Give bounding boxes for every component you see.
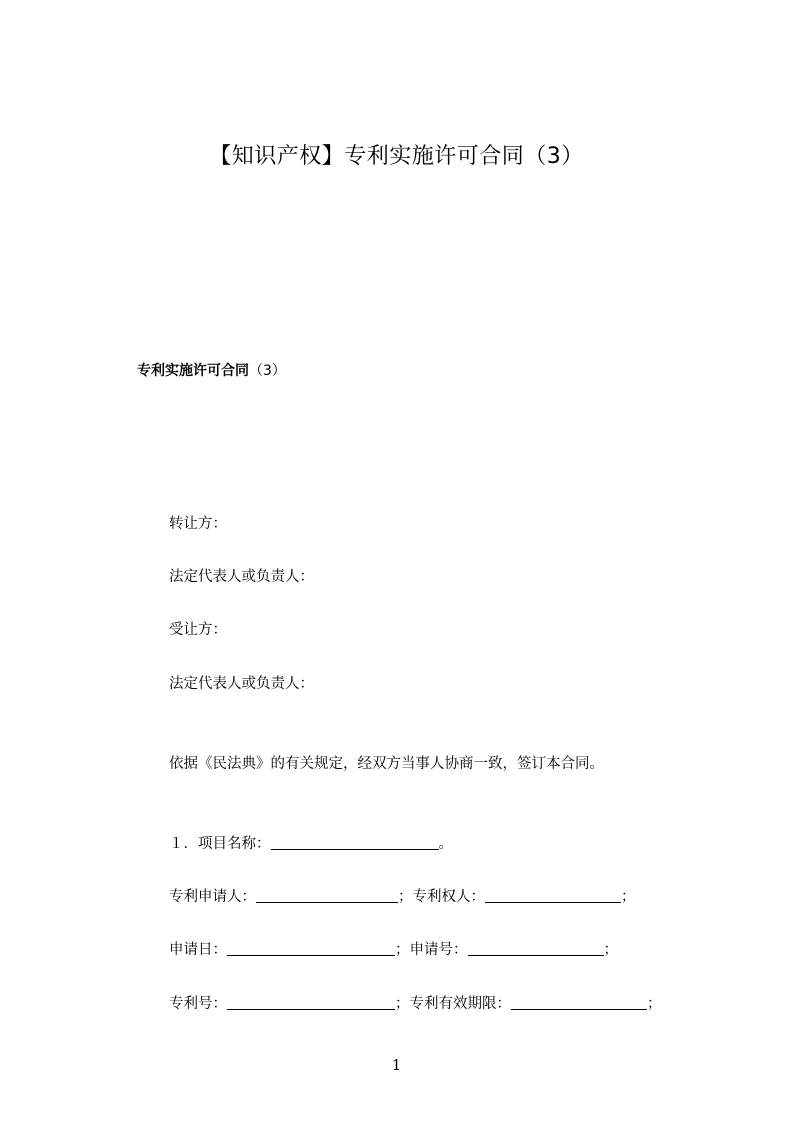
patent-number-validity-line xyxy=(169,992,662,1016)
validity-end: ； xyxy=(647,996,662,1012)
application-date-number-line xyxy=(169,938,618,962)
preamble-paragraph: 依据《民法典》的有关规定，经双方当事人协商一致，签订本合同。 xyxy=(169,756,604,772)
application-number-end: ； xyxy=(603,942,618,958)
application-date-blank xyxy=(227,941,395,956)
holder-end: ； xyxy=(621,889,636,905)
transferor-line: 转让方： xyxy=(169,516,227,532)
patent-number-separator: ； xyxy=(395,996,410,1012)
application-number-blank xyxy=(468,941,604,956)
project-name-blank xyxy=(271,835,439,850)
patent-number-label: 专利号： xyxy=(169,996,227,1012)
clause-1-project-name xyxy=(169,832,453,856)
transferor-representative-line: 法定代表人或负责人： xyxy=(169,569,314,585)
validity-label: 专利有效期限： xyxy=(409,996,511,1012)
application-number-label: 申请号： xyxy=(409,942,468,958)
project-name-label: １．项目名称： xyxy=(169,836,271,852)
applicant-holder-line xyxy=(169,885,636,909)
document-title: 【知识产权】专利实施许可合同（3） xyxy=(209,144,584,169)
applicant-label: 专利申请人： xyxy=(169,889,256,905)
applicant-blank xyxy=(256,888,398,903)
holder-label: 专利权人： xyxy=(412,889,485,905)
transferee-representative-line: 法定代表人或负责人： xyxy=(169,676,314,692)
application-date-label: 申请日： xyxy=(169,942,227,958)
contract-subtitle xyxy=(137,360,286,382)
contract-subtitle-text: 专利实施许可合同 xyxy=(137,363,249,379)
applicant-separator: ； xyxy=(398,889,413,905)
project-name-end: 。 xyxy=(438,836,453,852)
holder-blank xyxy=(485,888,621,903)
application-date-separator: ； xyxy=(395,942,410,958)
validity-blank xyxy=(511,995,647,1010)
patent-number-blank xyxy=(227,995,395,1010)
transferee-line: 受让方： xyxy=(169,622,227,638)
contract-subtitle-number: （3） xyxy=(249,363,286,379)
page-number: 1 xyxy=(391,1056,402,1074)
